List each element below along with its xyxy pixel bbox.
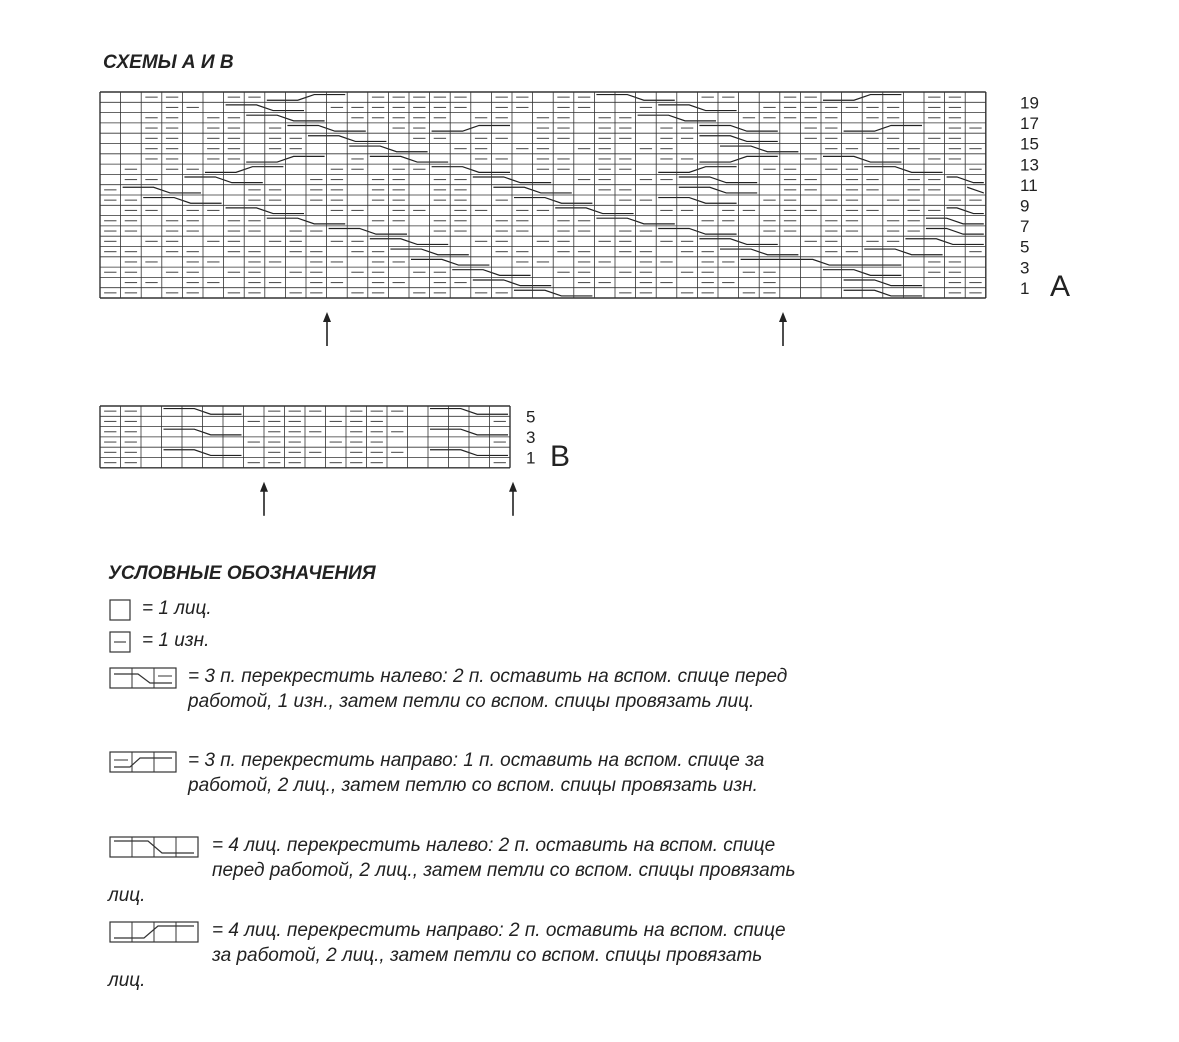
- legend-text-purl: = 1 изн.: [142, 630, 210, 651]
- chart-a-row-label: 1: [1020, 278, 1030, 298]
- legend-item-cross-left-4: [108, 833, 798, 908]
- purl-symbol-icon: [108, 630, 134, 654]
- legend-text-cross-right-3: = 3 п. перекрестить направо: 1 п. оставить на вспом. спице за работой, 2 лиц., затем петлю со вспом. спицы провязать изн.: [188, 750, 765, 796]
- chart-a-chart-label: A: [1050, 270, 1071, 303]
- legend-item-cross-right-4: [108, 918, 798, 993]
- legend-item-knit: [108, 596, 798, 622]
- chart-a-row-label: 13: [1020, 155, 1039, 175]
- chart-a-arrow-head: [779, 312, 787, 322]
- chart-b: [98, 404, 598, 519]
- cross-left-3-icon: [108, 666, 180, 690]
- chart-a-row-label: 3: [1020, 258, 1030, 278]
- chart-a-grid: [100, 92, 986, 298]
- legend-text-cross-left-3: = 3 п. перекрестить налево: 2 п. оставить на вспом. спице перед работой, 1 изн., затем петли со вспом. спицы провязать лиц.: [188, 666, 788, 712]
- chart-a-row-label: 11: [1020, 175, 1038, 195]
- legend-text-cross-right-4: = 4 лиц. перекрестить направо: 2 п. оставить на вспом. спице за работой, 2 лиц., затем петли со вспом. спицы провязать лиц.: [108, 920, 786, 991]
- legend-text-knit: = 1 лиц.: [142, 598, 212, 619]
- cross-right-4-icon: [108, 920, 204, 944]
- page-title: СХЕМЫ А И В: [103, 52, 234, 73]
- chart-a-row-label: 7: [1020, 217, 1030, 237]
- chart-a-cross-left-mark: [926, 228, 984, 234]
- chart-b-row-label: 5: [526, 407, 536, 427]
- chart-b-arrow-head: [260, 482, 268, 492]
- knit-symbol-icon: [108, 598, 134, 622]
- chart-a-row-label: 9: [1020, 196, 1030, 216]
- chart-b-chart-label: B: [550, 439, 571, 473]
- chart-a-row-label: 19: [1020, 93, 1039, 113]
- legend-text-cross-left-4: = 4 лиц. перекрестить налево: 2 п. оставить на вспом. спице перед работой, 2 лиц., затем петли со вспом. спицы провязать лиц.: [108, 835, 796, 906]
- chart-a-arrow-head: [323, 312, 331, 322]
- chart-a-row-label: 15: [1020, 134, 1039, 154]
- chart-a-row-label: 5: [1020, 237, 1030, 257]
- legend-item-purl: [108, 628, 798, 654]
- chart-a: [98, 90, 1078, 350]
- legend-item-cross-left-3: [108, 664, 798, 714]
- chart-a-cross-left-mark: [967, 187, 984, 193]
- cross-left-4-icon: [108, 835, 204, 859]
- legend-title: УСЛОВНЫЕ ОБОЗНАЧЕНИЯ: [108, 563, 376, 584]
- chart-b-arrow-head: [509, 482, 517, 492]
- cross-right-3-icon: [108, 750, 180, 774]
- chart-b-row-label: 1: [526, 448, 536, 468]
- chart-a-cross-left-mark: [926, 218, 984, 224]
- chart-a-row-label: 17: [1020, 114, 1039, 134]
- chart-b-row-label: 3: [526, 428, 536, 448]
- chart-b-grid: [100, 406, 510, 468]
- legend-item-cross-right-3: [108, 748, 798, 798]
